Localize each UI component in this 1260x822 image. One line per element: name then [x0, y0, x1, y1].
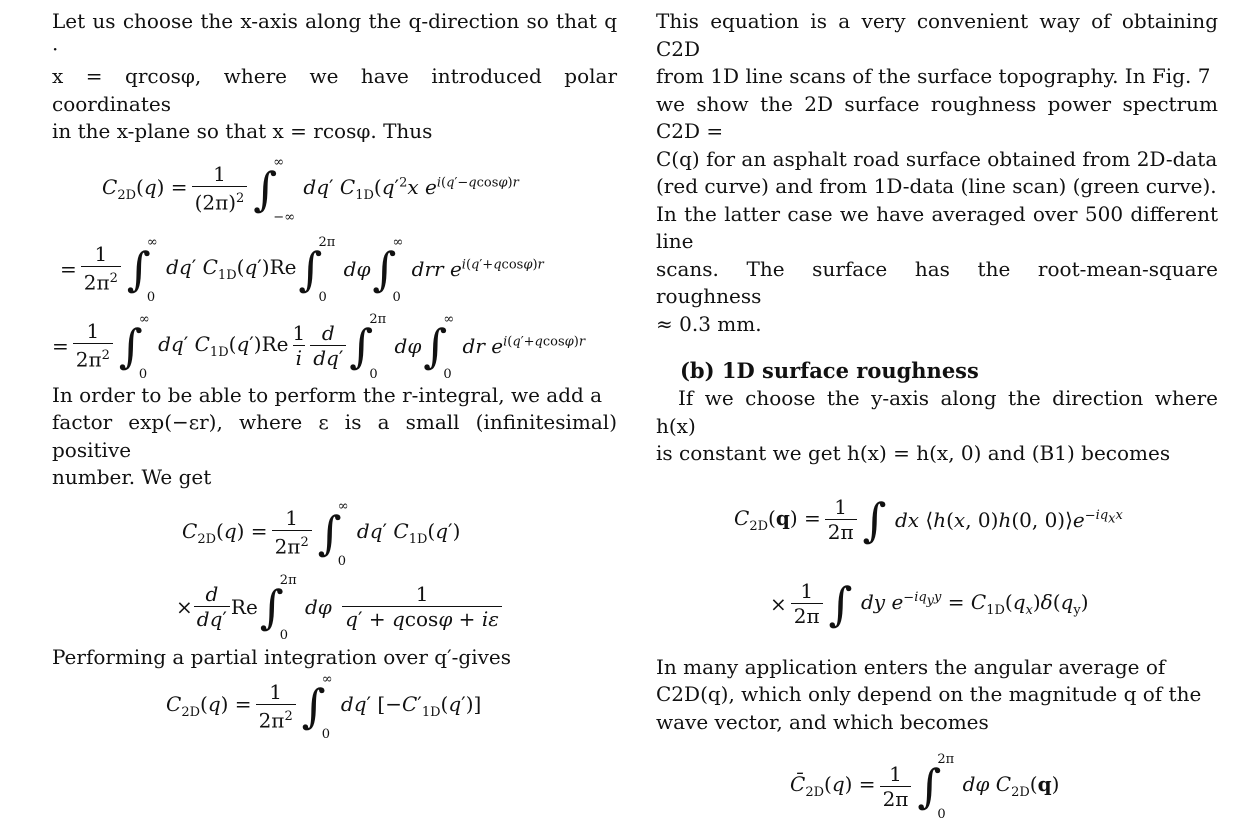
equation-4: $C_{2D}(q)$ = $\frac{1}{2\pi^2}$ ∫ ∞ 0 dq′ $C_{1D}(q')$: [182, 498, 461, 569]
right-intro-line-5: (red curve) and from 1D-data (line scan) (green curve).: [656, 174, 1217, 198]
left-intro-line-3: in the x-plane so that x = rcosφ. Thus: [52, 119, 433, 143]
right-intro-line-4: C(q) for an asphalt road surface obtained from 2D-data: [656, 146, 1218, 171]
right-paragraph-angular: [656, 654, 1218, 737]
eq1-lhs: $C_{2D}(q)$ =: [102, 174, 188, 203]
right-1d-line-1: If we choose the y-axis along the direction where h(x): [656, 386, 1218, 438]
equation-1: $C_{2D}(q)$ = $\frac{1}{(2\pi)^2}$ ∫ ∞ −∞ dq′ $C_{1D}(q'^2x$ $e^{i(q'-qcos\varphi)r}$: [102, 154, 519, 225]
right-column: [656, 8, 1218, 822]
right-intro-line-8: ≈ 0.3 mm.: [656, 311, 762, 336]
section-heading-1d-roughness: (b) 1D surface roughness: [680, 358, 979, 383]
left-r-line-3: number. We get: [52, 465, 212, 489]
right-paragraph-1d: [656, 385, 1218, 468]
equation-5: × $\frac{d}{dq'}$ Re ∫ 2π 0 dφ $\frac{1}{q' + qcos\varphi + i\varepsilon}$: [176, 576, 617, 638]
right-intro-line-7: scans. The surface has the root-mean-square roughness: [656, 256, 1218, 308]
right-intro-line-1: This equation is a very convenient way of obtaining C2D: [656, 9, 1218, 61]
right-intro-line-2: from 1D line scans of the surface topography. In Fig. 7: [656, 64, 1211, 88]
left-r-line-2: factor exp(−εr), where ε is a small (infinitesimal) positive: [52, 410, 617, 462]
right-intro-line-6: In the latter case we have averaged over 500 different line: [656, 201, 1218, 253]
left-intro-line-2: x = qrcosφ, where we have introduced polar coordinates: [52, 64, 617, 116]
eq1-integrand: dq′ $C_{1D}(q'^2x$ $e^{i(q'-qcos\varphi)r}$: [303, 174, 519, 203]
right-paragraph-intro: [656, 8, 1218, 338]
equation-9: $C̄_{2D}(q)$ = $\frac{1}{2\pi}$ ∫ 2π 0 dφ $C_{2D}(q)$: [790, 752, 1060, 822]
left-paragraph-intro: [52, 8, 617, 146]
left-paragraph-partial: Performing a partial integration over q′-gives: [52, 644, 511, 669]
right-angular-line-3: wave vector, and which becomes: [656, 709, 989, 734]
equation-2: = $\frac{1}{2\pi^2}$ ∫ ∞ 0 dq′ $C_{1D}(q')Re$ ∫ 2π 0 dφ ∫ ∞ 0 drr $e^{i(q'+qcos\varphi)r}$: [60, 234, 544, 305]
right-intro-line-3: we show the 2D surface roughness power spectrum C2D =: [656, 91, 1218, 143]
equation-6: $C_{2D}(q)$ = $\frac{1}{2\pi^2}$ ∫ ∞ 0 dq′ $[-C'_{1D}(q')]$: [166, 672, 482, 742]
eq1-source: [0, 0, 1, 1]
left-paragraph-r-integral: [52, 382, 617, 492]
left-column: [52, 8, 617, 742]
equation-7: $C_{2D}(q)$ = $\frac{1}{2\pi}$ ∫ dx ⟨h(x, 0)h(0, $0)⟩e^{-iq_xx}$: [734, 492, 1123, 547]
equation-3: = $\frac{1}{2\pi^2}$ ∫ ∞ 0 dq′ $C_{1D}(q')Re$ $\frac{1}{i}$ $\frac{d}{dq'}$ ∫ 2π 0 dφ ∫ ∞ 0 dr $e^{i(q'+qcos\varphi)r}$: [52, 311, 586, 382]
right-angular-line-1: In many application enters the angular average of: [656, 654, 1166, 679]
right-angular-line-2: C2D(q), which only depend on the magnitude q of the: [656, 682, 1202, 706]
left-intro-line-1: Let us choose the x-axis along the q-direction so that q ·: [52, 9, 617, 61]
right-1d-line-2: is constant we get h(x) = h(x, 0) and (B1) becomes: [656, 441, 1171, 465]
equation-8: × $\frac{1}{2\pi}$ ∫ dy $e^{-iq_yy} = C_{1D}(q_x)\delta(q_y)$: [770, 576, 1089, 631]
left-r-line-1: In order to be able to perform the r-integral, we add a: [52, 382, 603, 407]
